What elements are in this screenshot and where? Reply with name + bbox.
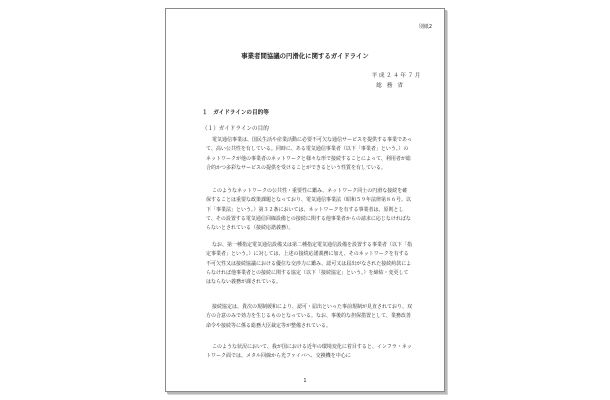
body-paragraph: 電気通信事業は、国民生活や産業活動に必要不可欠な通信サービスを提供する事業であって、高い公共性を有している。同時に、ある電気通信事業者（以下「事業者」という。）のネットワークが他の事業者のネットワークと様々な形で接続することによって、利用者が総合的かつ多彩なサービスの提供を受けることができるという性質を有している。 [206,137,412,171]
annex-label: 別紙2 [418,24,432,30]
subsection-heading: （１）ガイドラインの目的 [202,126,269,132]
section-heading: １ ガイドラインの目的等 [202,110,269,116]
body-paragraph: なお、第一種指定電気通信設備又は第二種指定電気通信設備を設置する事業者（以下「指定事業者」という。）に対しては、上述の接続応諾義務に加え、そのネットワークを有する不可欠性又は接続協議における優位な交渉力に鑑み、認可又は届出がなされた接続約款によらなければ他事業者との接続に関する協定（以下「接続協定」という。）を締結・変更してはならない義務が課されている。 [206,242,413,286]
document-title: 事業者間協議の円滑化に関するガイドライン [241,52,369,60]
body-paragraph: 接続協定は、貴次の規制緩和により、認可・届出といった事前規制が見直されており、双方の合意のみで効力を生じるものとなっている。なお、事後的な担保措置として、業務改善命令や接続等に係る総務大臣裁定等が整備されている。 [206,304,413,329]
page-number: 1 [303,378,307,384]
document-page [165,8,445,392]
body-paragraph: このような状況において、我が国における近年の環境変化に着目すると、インフラ・ネットワーク面では、メタル回線から光ファイバへ、交換機を中心に [206,344,412,360]
document-date: 平成２４年７月 [371,73,422,79]
issuer: 総務省 [376,83,408,89]
body-paragraph: このようなネットワークの公共性・重要性に鑑み、ネットワーク同士の円滑な接続を確保することは重要な政策課題となっており、電気通信事業法（昭和５９年法律第８６号。以下「事業法」という。）第３２条においては、ネットワークを有する事業者は、原則として、その設置する電気通信回線設備との接続に関する他事業者からの請求に応じなければならないとされている（接続応諾義務）。 [206,188,412,232]
